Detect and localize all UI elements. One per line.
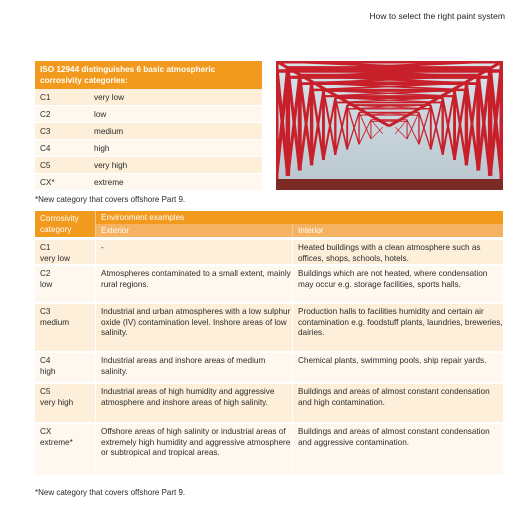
footnote-bottom: *New category that covers offshore Part 9. <box>35 488 186 497</box>
iso-code: C2 <box>40 109 51 119</box>
interior-cell: Buildings which are not heated, where condensation may occur e.g. storage facilities, sports halls. <box>292 266 503 302</box>
table-row <box>35 240 503 266</box>
iso-row <box>35 106 262 123</box>
category-code: CX <box>40 427 52 436</box>
iso-label: medium <box>94 126 124 136</box>
iso-code: C5 <box>40 160 51 170</box>
category-code: C2 <box>40 269 51 278</box>
iso-row <box>35 157 262 174</box>
table-row <box>35 304 503 353</box>
iso-category-table <box>35 61 262 191</box>
footnote-top: *New category that covers offshore Part 9. <box>35 195 186 204</box>
exterior-cell: Industrial areas and inshore areas of medium salinity. <box>95 353 292 382</box>
exterior-cell: Atmospheres contaminated to a small extent, mainly rural regions. <box>95 266 292 302</box>
iso-label: very low <box>94 92 125 102</box>
iso-code: C3 <box>40 126 51 136</box>
category-level: high <box>40 366 56 376</box>
header-interior: Interior <box>292 224 503 237</box>
category-level: extreme* <box>40 437 73 447</box>
exterior-cell: Industrial and urban atmospheres with a low sulphur oxide (IV) contamination level. Inshore areas of low salinity. <box>95 304 292 351</box>
iso-code: C1 <box>40 92 51 102</box>
exterior-cell: Offshore areas of high salinity or industrial areas of extremely high humidity and aggressive atmosphere or subtropical and tropical areas. <box>95 424 292 475</box>
table-row <box>35 266 503 304</box>
table-row <box>35 353 503 384</box>
category-cell <box>35 304 95 351</box>
interior-cell: Heated buildings with a clean atmosphere such as offices, shops, schools, hotels. <box>292 240 503 264</box>
iso-table-rows <box>35 89 262 191</box>
page-header-title: How to select the right paint system <box>369 11 505 21</box>
category-level: very high <box>40 397 74 407</box>
header-exterior: Exterior <box>95 224 292 237</box>
bridge-photo <box>276 61 503 190</box>
category-code: C4 <box>40 356 51 365</box>
category-level: low <box>40 279 53 289</box>
exterior-cell: Industrial areas of high humidity and aggressive atmosphere and inshore areas of high salinity. <box>95 384 292 422</box>
iso-code: C4 <box>40 143 51 153</box>
header-environment-examples: Environment examples <box>95 211 503 224</box>
iso-label: high <box>94 143 110 153</box>
iso-code: CX* <box>40 177 55 187</box>
bridge-illustration <box>276 61 503 190</box>
category-cell <box>35 353 95 382</box>
environment-rows <box>35 240 503 477</box>
interior-cell: Production halls to facilities humidity and certain air contamination e.g. foodstuff plants, laundries, breweries, dairies. <box>292 304 503 351</box>
category-cell <box>35 424 95 475</box>
interior-cell: Buildings and areas of almost constant condensation and high contamination. <box>292 384 503 422</box>
iso-row <box>35 140 262 157</box>
iso-row <box>35 174 262 191</box>
category-level: medium <box>40 317 70 327</box>
interior-cell: Chemical plants, swimming pools, ship repair yards. <box>292 353 503 382</box>
iso-label: extreme <box>94 177 124 187</box>
exterior-cell: - <box>95 240 292 264</box>
interior-cell: Buildings and areas of almost constant condensation and aggressive contamination. <box>292 424 503 475</box>
iso-row <box>35 89 262 106</box>
category-code: C1 <box>40 243 51 252</box>
table-row <box>35 424 503 477</box>
iso-table-heading: ISO 12944 distinguishes 6 basic atmospheric corrosivity categories: <box>35 61 262 89</box>
table-row <box>35 384 503 424</box>
category-cell <box>35 240 95 264</box>
category-cell <box>35 266 95 302</box>
iso-label: very high <box>94 160 128 170</box>
category-level: very low <box>40 253 71 263</box>
iso-row <box>35 123 262 140</box>
iso-label: low <box>94 109 107 119</box>
category-cell <box>35 384 95 422</box>
category-code: C5 <box>40 387 51 396</box>
category-code: C3 <box>40 307 51 316</box>
header-corrosivity-category: Corrosivity category <box>35 211 95 237</box>
